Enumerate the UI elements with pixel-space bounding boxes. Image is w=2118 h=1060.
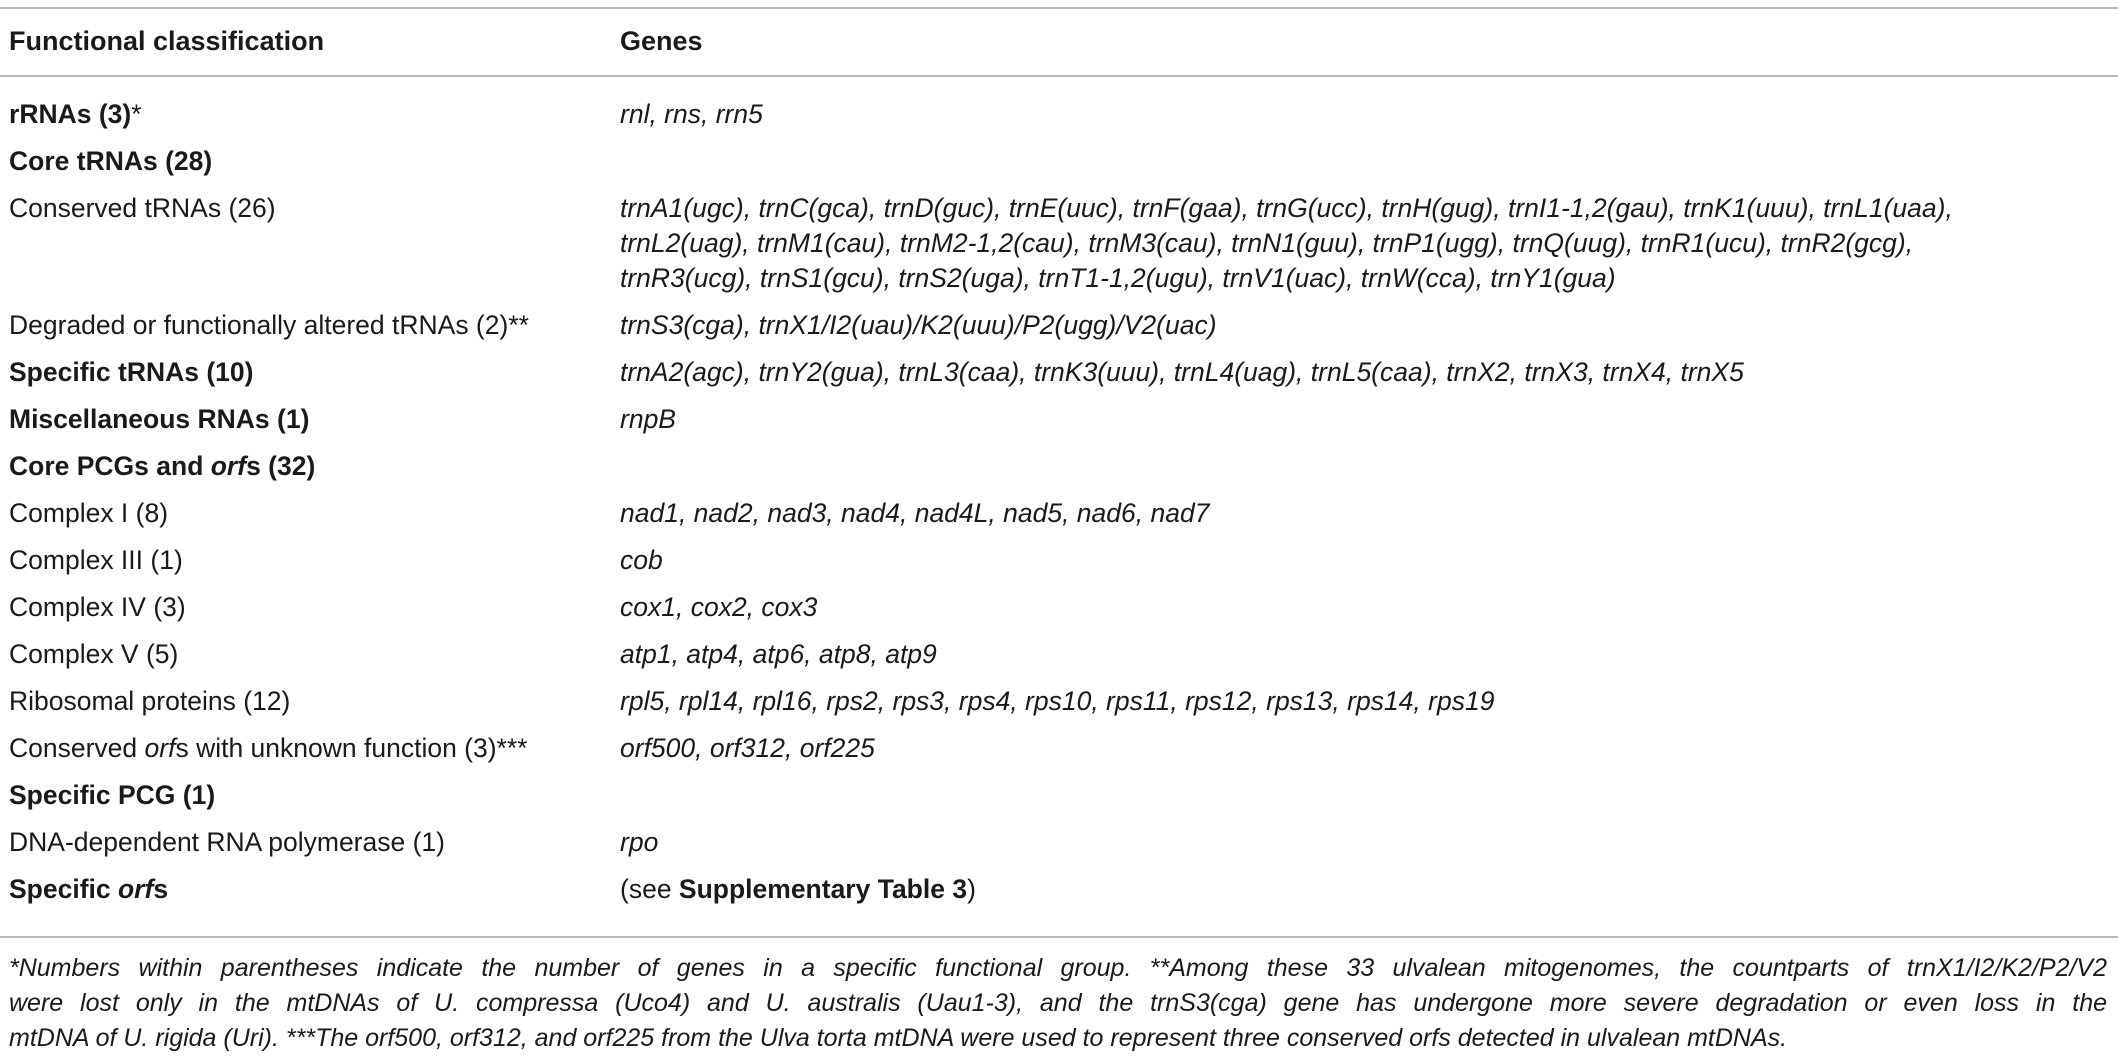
classification-cell: Ribosomal proteins (12) [9, 686, 291, 716]
genes-cell: trnA1(ugc), trnC(gca), trnD(guc), trnE(uuc), trnF(gaa), trnG(ucc), trnH(gug), trnI1-1,2(gau), trnK1(uuu), trnL1(uaa), trnL2(uag), trnM1(cau), trnM2-1,2(cau), trnM3(cau), trnN1(guu), trnP1(ugg), trnQ(uug), trnR1(ucu), trnR2(gcg), trnR3(ucg), trnS1(gcu), trnS2(uga), trnT1-1,2(ugu), trnV1(uac), trnW(cca), trnY1(gua) [620, 193, 1953, 293]
table-footnote [9, 951, 2107, 1056]
table-row [0, 543, 2118, 578]
genes-cell: rpo [620, 827, 659, 857]
table-row [0, 355, 2118, 390]
table-row [0, 731, 2118, 766]
table-row [0, 97, 2118, 132]
classification-cell: Conserved orfs with unknown function (3)*** [9, 733, 528, 763]
table-row [0, 778, 2118, 813]
table-row [0, 191, 2118, 296]
table-row [0, 308, 2118, 343]
footnote-line: *Numbers within parentheses indicate the number of genes in a specific functional group. **Among these 33 ulvalean mitogenomes, the countparts of trnX1/I2/K2/P2/V2 [9, 954, 2107, 982]
genes-cell: nad1, nad2, nad3, nad4, nad4L, nad5, nad6, nad7 [620, 498, 1210, 528]
table-header-rule [0, 75, 2118, 77]
table-row [0, 402, 2118, 437]
table-row [0, 872, 2118, 907]
supplementary-table-reference: Supplementary Table 3 [678, 874, 968, 904]
table-row [0, 496, 2118, 531]
header-genes: Genes [620, 26, 703, 56]
classification-cell: rRNAs (3)* [9, 99, 142, 129]
footnote-line: were lost only in the mtDNAs of U. compressa (Uco4) and U. australis (Uau1-3), and the trnS3(cga) gene has undergone more severe degradation or even loss in the [9, 989, 2107, 1017]
genes-cell: trnS3(cga), trnX1/I2(uau)/K2(uuu)/P2(ugg)/V2(uac) [620, 310, 1217, 340]
classification-cell: Miscellaneous RNAs (1) [9, 404, 310, 434]
genes-cell: orf500, orf312, orf225 [620, 733, 875, 763]
classification-cell: Complex I (8) [9, 498, 169, 528]
genes-cell: (see Supplementary Table 3) [620, 874, 976, 904]
table-body [0, 97, 2118, 919]
table-row [0, 825, 2118, 860]
genes-cell: rpl5, rpl14, rpl16, rps2, rps3, rps4, rps10, rps11, rps12, rps13, rps14, rps19 [620, 686, 1495, 716]
table-row [0, 449, 2118, 484]
genes-cell: trnA2(agc), trnY2(gua), trnL3(caa), trnK3(uuu), trnL4(uag), trnL5(caa), trnX2, trnX3, trnX4, trnX5 [620, 357, 1744, 387]
classification-cell: Complex III (1) [9, 545, 183, 575]
genes-cell [620, 144, 2100, 179]
classification-cell: Specific orfs [9, 874, 169, 904]
classification-cell: Conserved tRNAs (26) [9, 193, 276, 223]
genes-cell: cox1, cox2, cox3 [620, 592, 818, 622]
table-top-rule [0, 7, 2118, 9]
table-row [0, 684, 2118, 719]
genes-cell: rnpB [620, 404, 676, 434]
table-row [0, 144, 2118, 179]
table-bottom-rule [0, 936, 2118, 938]
classification-cell: Specific PCG (1) [9, 780, 216, 810]
table-row [0, 590, 2118, 625]
classification-cell: Degraded or functionally altered tRNAs (2)** [9, 310, 529, 340]
classification-cell: DNA-dependent RNA polymerase (1) [9, 827, 445, 857]
classification-cell: Core PCGs and orfs (32) [9, 451, 316, 481]
header-functional-classification: Functional classification [9, 26, 325, 56]
genes-cell: cob [620, 545, 663, 575]
classification-cell: Core tRNAs (28) [9, 146, 213, 176]
genes-cell: rnl, rns, rrn5 [620, 99, 763, 129]
genes-cell: atp1, atp4, atp6, atp8, atp9 [620, 639, 937, 669]
footnote-line: mtDNA of U. rigida (Uri). ***The orf500, orf312, and orf225 from the Ulva torta mtDNA were used to represent three conserved orfs detected in ulvalean mtDNAs. [9, 1024, 1788, 1052]
classification-cell: Specific tRNAs (10) [9, 357, 254, 387]
table-row [0, 637, 2118, 672]
genes-cell [620, 778, 2100, 813]
genes-cell [620, 449, 2100, 484]
classification-cell: Complex V (5) [9, 639, 179, 669]
classification-cell: Complex IV (3) [9, 592, 186, 622]
